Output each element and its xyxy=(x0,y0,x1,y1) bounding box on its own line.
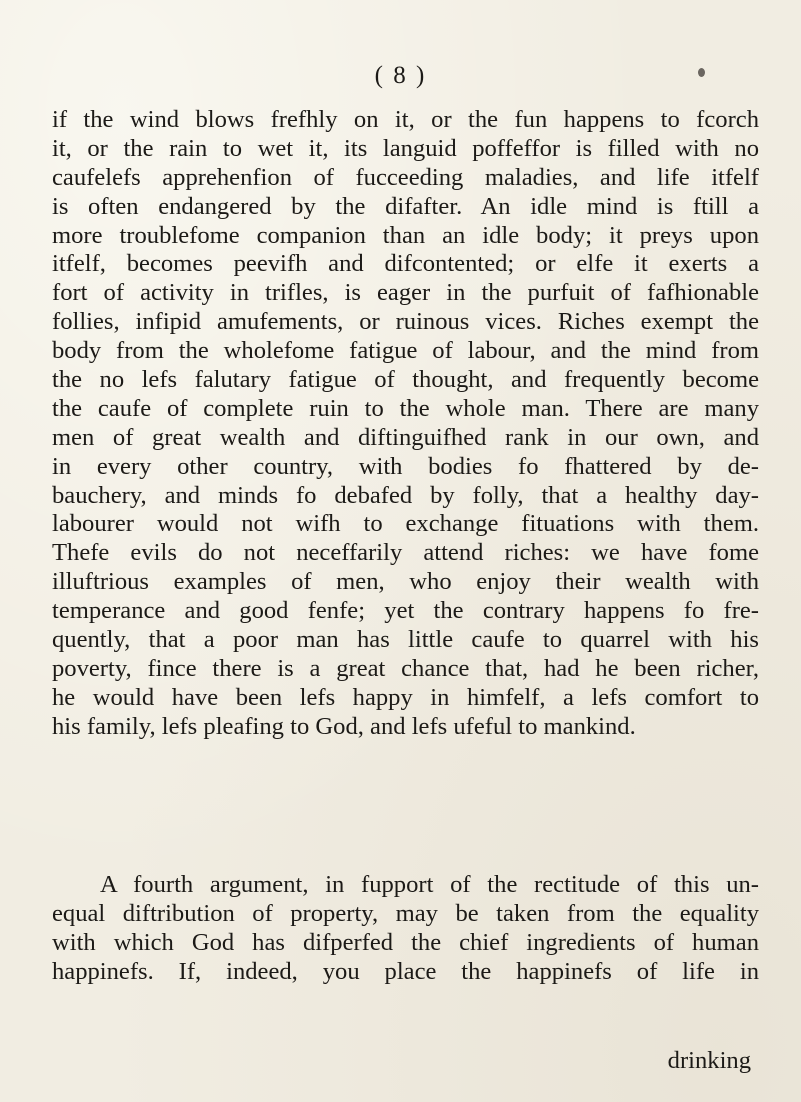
text-line: temperance and good fenfe; yet the contrary happens fo fre- xyxy=(52,597,759,625)
text-line: if the wind blows frefhly on it, or the fun happens to fcorch xyxy=(52,106,759,133)
text-line: it, or the rain to wet it, its languid poffeffor is filled with no xyxy=(52,134,759,162)
text-line: A fourth argument, in fupport of the rectitude of this un- xyxy=(100,871,759,898)
text-line: his family, lefs pleafing to God, and lefs ufeful to mankind. xyxy=(52,712,636,740)
text-line: the no lefs falutary fatigue of thought, and frequently become xyxy=(52,366,759,394)
text-line: labourer would not wifh to exchange fituations with them. xyxy=(52,510,759,538)
text-line: equal diftribution of property, may be taken from the equality xyxy=(52,899,759,927)
paragraph-2 xyxy=(52,871,759,987)
text-line: follies, infipid amufements, or ruinous vices. Riches exempt the xyxy=(52,308,759,336)
ink-speck xyxy=(698,68,705,77)
text-line: itfelf, becomes peevifh and difcontented; or elfe it exerts a xyxy=(52,250,759,278)
text-line: quently, that a poor man has little caufe to quarrel with his xyxy=(52,626,759,654)
text-line: bauchery, and minds fo debafed by folly, that a healthy day- xyxy=(52,481,759,509)
catchword: drinking xyxy=(667,1047,751,1074)
text-line: men of great wealth and diftinguifhed rank in our own, and xyxy=(52,423,759,451)
text-line: illuftrious examples of men, who enjoy their wealth with xyxy=(52,568,759,596)
paragraph-1 xyxy=(52,106,759,742)
text-line: poverty, fince there is a great chance that, had he been richer, xyxy=(52,654,759,682)
text-line: more troublefome companion than an idle body; it preys upon xyxy=(52,221,759,249)
text-line: happinefs. If, indeed, you place the happinefs of life in xyxy=(52,957,759,985)
text-line: is often endangered by the difafter. An idle mind is ftill a xyxy=(52,192,759,220)
text-line: he would have been lefs happy in himfelf, a lefs comfort to xyxy=(52,683,759,711)
text-line: Thefe evils do not neceffarily attend riches: we have fome xyxy=(52,539,759,567)
text-line: caufelefs apprehenfion of fucceeding maladies, and life itfelf xyxy=(52,163,759,191)
text-line: in every other country, with bodies fo fhattered by de- xyxy=(52,452,759,480)
text-line: with which God has difperfed the chief ingredients of human xyxy=(52,928,759,956)
text-line: the caufe of complete ruin to the whole man. There are many xyxy=(52,394,759,422)
page-number: ( 8 ) xyxy=(374,62,427,89)
text-line: fort of activity in trifles, is eager in the purfuit of fafhionable xyxy=(52,279,759,307)
text-line: body from the wholefome fatigue of labour, and the mind from xyxy=(52,337,759,365)
